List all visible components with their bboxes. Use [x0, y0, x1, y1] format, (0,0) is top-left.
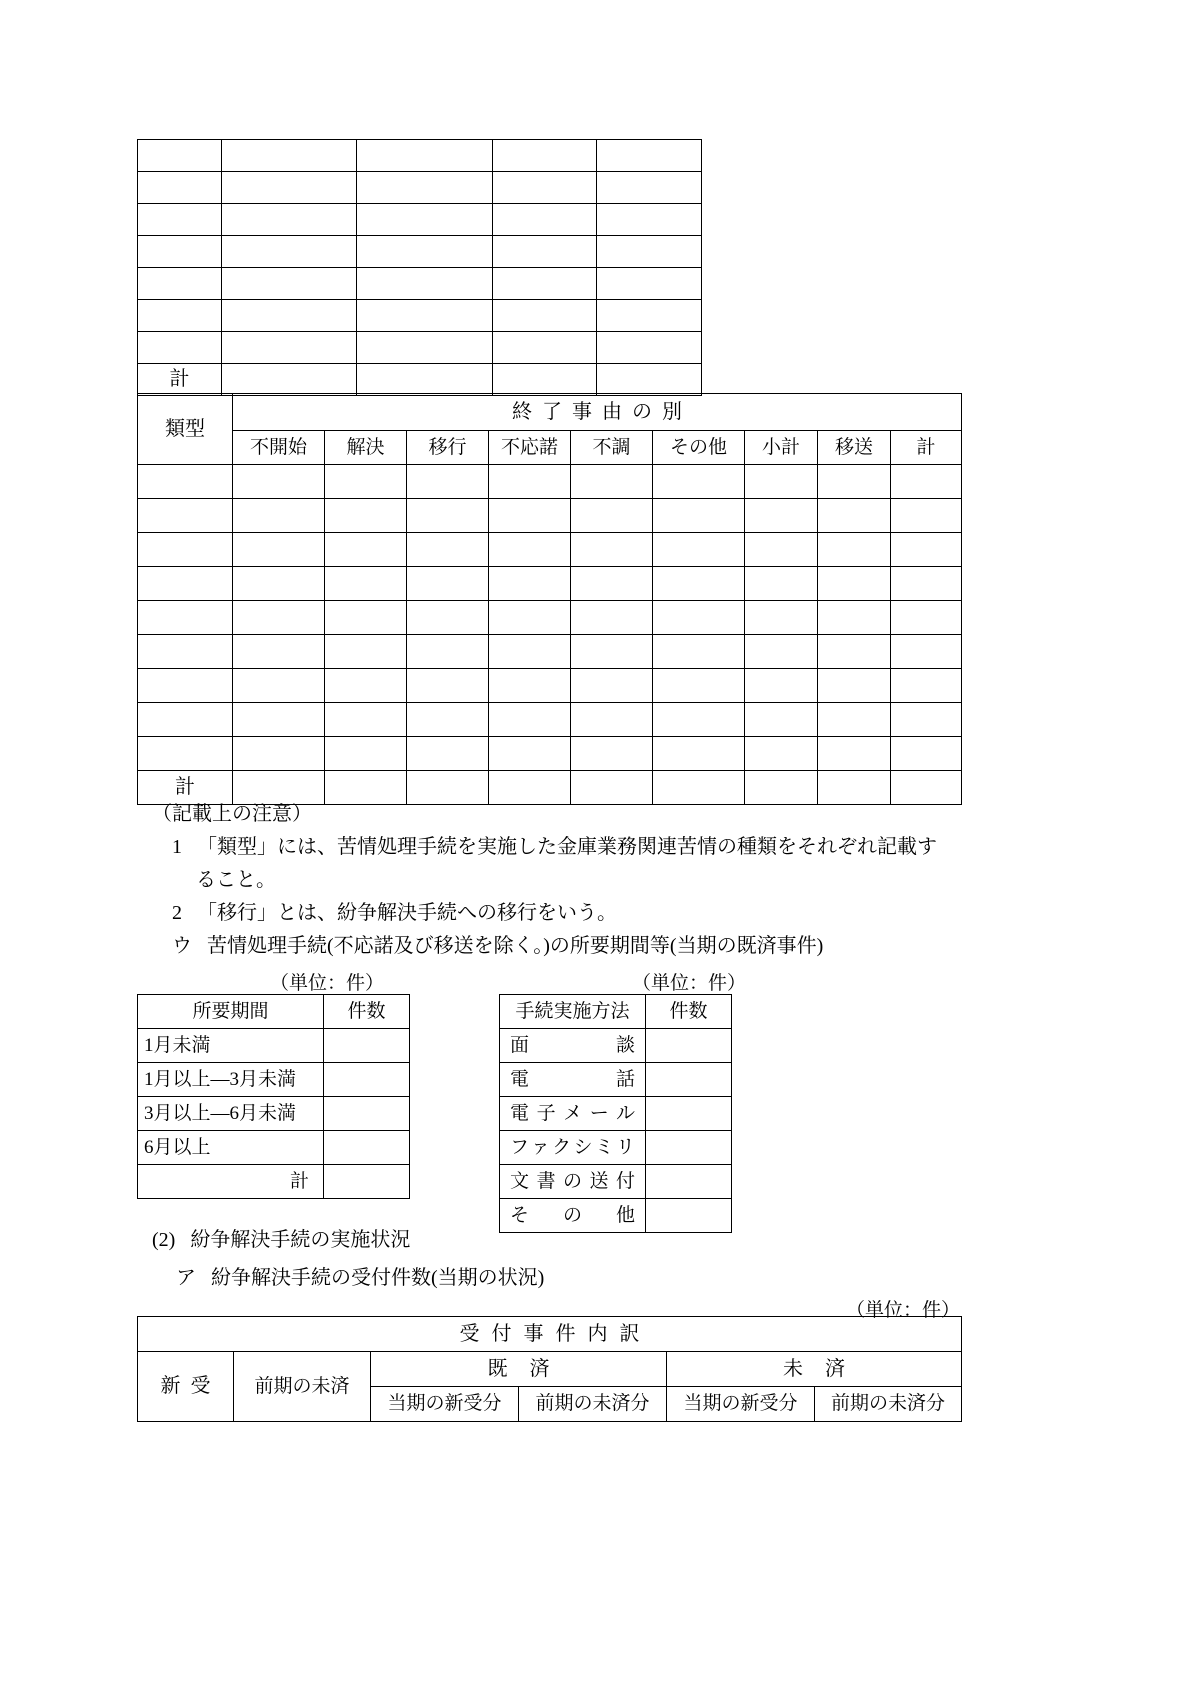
col-header-duration: 所要期間: [138, 995, 324, 1029]
table-row: [138, 703, 962, 737]
cell[interactable]: [325, 499, 407, 533]
cell[interactable]: [493, 140, 597, 172]
section-u-title: 苦情処理手続(不応諾及び移送を除く。)の所要期間等(当期の既済事件): [207, 935, 824, 957]
cell[interactable]: [571, 601, 653, 635]
table-row: [500, 1199, 732, 1233]
cell[interactable]: [745, 703, 818, 737]
cell[interactable]: [891, 465, 962, 499]
total-row-label: 計: [138, 364, 222, 396]
note-1-number: 1: [172, 836, 182, 858]
cell[interactable]: [325, 567, 407, 601]
cell[interactable]: [138, 601, 233, 635]
cell[interactable]: [646, 1199, 732, 1233]
cell[interactable]: [818, 669, 891, 703]
cell[interactable]: [891, 601, 962, 635]
table-header-row: [138, 394, 962, 431]
cell[interactable]: [891, 533, 962, 567]
termination-reason-table: [137, 393, 962, 805]
cell[interactable]: [357, 204, 493, 236]
cell[interactable]: [138, 703, 233, 737]
col-header-not-started: 不開始: [233, 431, 325, 465]
col-header-total: 計: [891, 431, 962, 465]
row-label-document-delivery: 文書の送付: [500, 1165, 646, 1199]
cell[interactable]: [357, 364, 493, 396]
cell[interactable]: [818, 567, 891, 601]
cell[interactable]: [233, 703, 325, 737]
cell[interactable]: [597, 172, 702, 204]
col-header-resolved: 解決: [325, 431, 407, 465]
cell[interactable]: [818, 533, 891, 567]
row-label-telephone: 電話: [500, 1063, 646, 1097]
cell[interactable]: [324, 1131, 410, 1165]
cell[interactable]: [138, 737, 233, 771]
cell[interactable]: [493, 332, 597, 364]
cell[interactable]: [653, 771, 745, 805]
row-label-email: 電子メール: [500, 1097, 646, 1131]
cell[interactable]: [407, 771, 489, 805]
cell[interactable]: [138, 268, 222, 300]
row-label-facsimile: ファクシミリ: [500, 1131, 646, 1165]
table-row: [138, 300, 702, 332]
row-label-1m-to-3m: 1月以上―3月未満: [138, 1063, 324, 1097]
cell[interactable]: [653, 635, 745, 669]
table-row: [500, 1165, 732, 1199]
row-label-under-1m: 1月未満: [138, 1029, 324, 1063]
unit-label-duration: （単位：件）: [270, 973, 385, 994]
blank-tally-table: [137, 139, 702, 396]
cell[interactable]: [489, 635, 571, 669]
cell[interactable]: [222, 140, 357, 172]
receipt-breakdown-table: [137, 1316, 962, 1422]
cell[interactable]: [891, 499, 962, 533]
cell[interactable]: [597, 268, 702, 300]
cell[interactable]: [324, 1097, 410, 1131]
cell[interactable]: [818, 499, 891, 533]
col-header-method: 手続実施方法: [500, 995, 646, 1029]
cell[interactable]: [745, 499, 818, 533]
cell[interactable]: [571, 669, 653, 703]
col-header-settled-current: 当期の新受分: [371, 1387, 519, 1422]
cell[interactable]: [222, 236, 357, 268]
cell[interactable]: [489, 771, 571, 805]
cell[interactable]: [818, 703, 891, 737]
cell[interactable]: [325, 771, 407, 805]
col-header-unsettled-previous: 前期の未済分: [815, 1387, 962, 1422]
cell[interactable]: [646, 1029, 732, 1063]
table-row: [500, 1029, 732, 1063]
cell[interactable]: [357, 140, 493, 172]
total-row-label: 計: [138, 1165, 324, 1199]
cell[interactable]: [891, 771, 962, 805]
cell[interactable]: [745, 567, 818, 601]
section-a-title: 紛争解決手続の受付件数(当期の状況): [211, 1267, 545, 1289]
note-item-2: [172, 899, 617, 928]
section-2-title: 紛争解決手続の実施状況: [190, 1229, 411, 1251]
cell[interactable]: [571, 703, 653, 737]
table-row: [138, 172, 702, 204]
cell[interactable]: [233, 669, 325, 703]
cell[interactable]: [891, 669, 962, 703]
cell[interactable]: [324, 1165, 410, 1199]
cell[interactable]: [653, 703, 745, 737]
cell[interactable]: [493, 300, 597, 332]
table-row: [138, 204, 702, 236]
cell[interactable]: [325, 669, 407, 703]
cell[interactable]: [407, 737, 489, 771]
cell[interactable]: [222, 172, 357, 204]
cell[interactable]: [138, 669, 233, 703]
cell[interactable]: [222, 332, 357, 364]
section-u-heading: [172, 932, 823, 961]
table-row: [500, 1097, 732, 1131]
group-header-settled: 既済: [371, 1352, 667, 1387]
cell[interactable]: [407, 499, 489, 533]
cell[interactable]: [745, 601, 818, 635]
cell[interactable]: [818, 601, 891, 635]
header-type: 類型: [138, 394, 233, 465]
col-header-forwarded: 移送: [818, 431, 891, 465]
cell[interactable]: [891, 703, 962, 737]
section-u-marker: ウ: [172, 935, 192, 957]
table-row: [138, 499, 962, 533]
col-header-other: その他: [653, 431, 745, 465]
cell[interactable]: [597, 364, 702, 396]
cell[interactable]: [571, 771, 653, 805]
table-row: [138, 465, 962, 499]
cell[interactable]: [653, 669, 745, 703]
row-label-3m-to-6m: 3月以上―6月未満: [138, 1097, 324, 1131]
cell[interactable]: [597, 204, 702, 236]
table-row: [138, 1097, 410, 1131]
cell[interactable]: [493, 268, 597, 300]
cell[interactable]: [138, 332, 222, 364]
cell[interactable]: [818, 635, 891, 669]
section-a-heading: [176, 1264, 544, 1293]
cell[interactable]: [571, 737, 653, 771]
cell[interactable]: [489, 499, 571, 533]
cell[interactable]: [818, 737, 891, 771]
duration-table: [137, 994, 410, 1199]
cell[interactable]: [407, 703, 489, 737]
cell[interactable]: [138, 300, 222, 332]
cell[interactable]: [138, 140, 222, 172]
note-item-1: [172, 833, 972, 862]
unit-label-method: （単位：件）: [632, 973, 747, 994]
cell[interactable]: [325, 465, 407, 499]
cell[interactable]: [571, 635, 653, 669]
col-header-subtotal: 小計: [745, 431, 818, 465]
table-header-row: [138, 1317, 962, 1352]
table-row: [500, 1131, 732, 1165]
cell[interactable]: [233, 465, 325, 499]
cell[interactable]: [493, 172, 597, 204]
col-header-prev-unsettled: 前期の未済: [234, 1352, 371, 1422]
row-label-interview: 面談: [500, 1029, 646, 1063]
table-total-row: [138, 364, 702, 396]
cell[interactable]: [407, 601, 489, 635]
cell[interactable]: [493, 204, 597, 236]
note-2-text: 「移行」とは、紛争解決手続への移行をいう。: [197, 902, 617, 924]
cell[interactable]: [653, 533, 745, 567]
cell[interactable]: [138, 567, 233, 601]
cell[interactable]: [325, 737, 407, 771]
cell[interactable]: [325, 703, 407, 737]
col-header-no-agreement: 不調: [571, 431, 653, 465]
cell[interactable]: [571, 567, 653, 601]
cell[interactable]: [407, 465, 489, 499]
cell[interactable]: [357, 172, 493, 204]
cell[interactable]: [653, 465, 745, 499]
note-1-text: 「類型」には、苦情処理手続を実施した金庫業務関連苦情の種類をそれぞれ記載す: [197, 836, 937, 858]
table-subheader-row: [138, 1352, 962, 1387]
row-label-other: その他: [500, 1199, 646, 1233]
cell[interactable]: [745, 669, 818, 703]
cell[interactable]: [653, 737, 745, 771]
cell[interactable]: [891, 737, 962, 771]
table-header-row: [500, 995, 732, 1029]
cell[interactable]: [653, 601, 745, 635]
table-row: [500, 1063, 732, 1097]
cell[interactable]: [233, 601, 325, 635]
cell[interactable]: [745, 771, 818, 805]
cell[interactable]: [407, 669, 489, 703]
cell[interactable]: [571, 465, 653, 499]
cell[interactable]: [138, 635, 233, 669]
cell[interactable]: [891, 567, 962, 601]
cell[interactable]: [745, 533, 818, 567]
header-receipt-breakdown: 受付事件内訳: [138, 1317, 962, 1352]
cell[interactable]: [489, 533, 571, 567]
group-header-unsettled: 未済: [667, 1352, 962, 1387]
cell[interactable]: [222, 204, 357, 236]
table-row: [138, 268, 702, 300]
section-2-marker: (2): [152, 1229, 176, 1251]
table-total-row: [138, 1165, 410, 1199]
cell[interactable]: [325, 635, 407, 669]
cell[interactable]: [597, 300, 702, 332]
cell[interactable]: [233, 737, 325, 771]
cell[interactable]: [138, 533, 233, 567]
cell[interactable]: [493, 236, 597, 268]
unit-label-receipt: （単位：件）: [846, 1300, 961, 1321]
table-row: [138, 567, 962, 601]
cell[interactable]: [324, 1063, 410, 1097]
col-header-transferred: 移行: [407, 431, 489, 465]
cell[interactable]: [493, 364, 597, 396]
row-label-over-6m: 6月以上: [138, 1131, 324, 1165]
cell[interactable]: [646, 1063, 732, 1097]
cell[interactable]: [489, 465, 571, 499]
table-header-row: [138, 995, 410, 1029]
cell[interactable]: [818, 771, 891, 805]
col-header-new-receipt: 新受: [138, 1352, 234, 1422]
cell[interactable]: [357, 236, 493, 268]
cell[interactable]: [571, 533, 653, 567]
cell[interactable]: [407, 567, 489, 601]
cell[interactable]: [489, 669, 571, 703]
cell[interactable]: [646, 1165, 732, 1199]
cell[interactable]: [489, 567, 571, 601]
cell[interactable]: [489, 601, 571, 635]
cell[interactable]: [818, 465, 891, 499]
col-header-settled-previous: 前期の未済分: [519, 1387, 667, 1422]
cell[interactable]: [138, 465, 233, 499]
cell[interactable]: [222, 300, 357, 332]
method-table: [499, 994, 732, 1233]
cell[interactable]: [571, 499, 653, 533]
note-2-number: 2: [172, 902, 182, 924]
section-2-heading: [152, 1226, 410, 1255]
table-subheader-row: [138, 431, 962, 465]
cell[interactable]: [222, 268, 357, 300]
table-row: [138, 601, 962, 635]
cell[interactable]: [653, 499, 745, 533]
col-header-count: 件数: [646, 995, 732, 1029]
cell[interactable]: [222, 364, 357, 396]
table-row: [138, 737, 962, 771]
cell[interactable]: [407, 635, 489, 669]
table-row: [138, 332, 702, 364]
cell[interactable]: [357, 268, 493, 300]
cell[interactable]: [646, 1097, 732, 1131]
cell[interactable]: [357, 300, 493, 332]
cell[interactable]: [138, 236, 222, 268]
col-header-unsettled-current: 当期の新受分: [667, 1387, 815, 1422]
table-row: [138, 635, 962, 669]
section-a-marker: ア: [176, 1267, 196, 1289]
cell[interactable]: [891, 635, 962, 669]
cell[interactable]: [646, 1131, 732, 1165]
header-termination-reason-group: 終了事由の別: [233, 394, 962, 431]
cell[interactable]: [597, 140, 702, 172]
cell[interactable]: [489, 703, 571, 737]
table-row: [138, 1029, 410, 1063]
cell[interactable]: [489, 737, 571, 771]
total-row-label: 計: [138, 771, 233, 805]
cell[interactable]: [325, 601, 407, 635]
table-row: [138, 236, 702, 268]
table-row: [138, 533, 962, 567]
cell[interactable]: [597, 332, 702, 364]
cell[interactable]: [233, 635, 325, 669]
cell[interactable]: [357, 332, 493, 364]
cell[interactable]: [233, 567, 325, 601]
col-header-count: 件数: [324, 995, 410, 1029]
table-row: [138, 669, 962, 703]
cell[interactable]: [138, 499, 233, 533]
notes-heading: （記載上の注意）: [152, 803, 312, 825]
cell[interactable]: [745, 737, 818, 771]
cell[interactable]: [597, 236, 702, 268]
note-item-1-continuation: ること。: [196, 869, 276, 891]
cell[interactable]: [324, 1029, 410, 1063]
cell[interactable]: [745, 465, 818, 499]
col-header-not-accepted: 不応諾: [489, 431, 571, 465]
cell[interactable]: [138, 204, 222, 236]
cell[interactable]: [653, 567, 745, 601]
cell[interactable]: [325, 533, 407, 567]
cell[interactable]: [745, 635, 818, 669]
cell[interactable]: [233, 533, 325, 567]
table-row: [138, 1063, 410, 1097]
table-row: [138, 140, 702, 172]
table-row: [138, 1131, 410, 1165]
cell[interactable]: [138, 172, 222, 204]
cell[interactable]: [233, 499, 325, 533]
cell[interactable]: [407, 533, 489, 567]
